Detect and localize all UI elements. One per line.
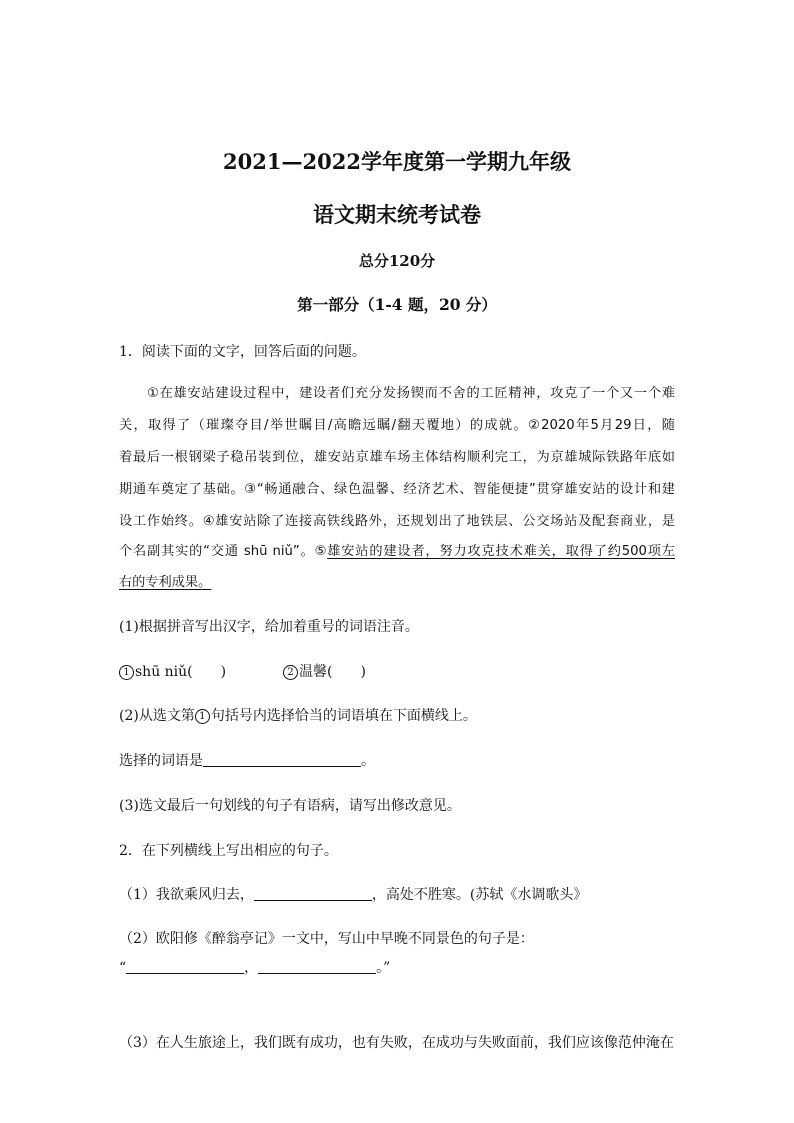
quote-open: “ (119, 960, 127, 976)
comma: ， (244, 960, 259, 976)
question-1-stem: 1．阅读下面的文字，回答后面的问题。 (119, 344, 366, 360)
pinyin-row (119, 661, 366, 681)
answer-blank[interactable] (203, 752, 361, 767)
answer-blank[interactable] (254, 886, 372, 901)
circled-number: 1 (119, 665, 134, 680)
underlined-sentence: 雄安站的建设者，努力攻克技术难关，取得了约500项左 (327, 544, 675, 559)
circled-number: 1 (195, 709, 210, 724)
question-2-stem: 2．在下列横线上写出相应的句子。 (119, 843, 338, 859)
q2-item-2: （2）欧阳修《醉翁亭记》一文中，写山中早晚不同景色的句子是： (119, 931, 534, 947)
answer-blank[interactable] (126, 959, 244, 974)
circled-number: 2 (283, 665, 298, 680)
passage-line: ①在雄安站建设过程中，建设者们充分发扬锲而不舍的工匠精神，攻克了一个又一个难 (147, 386, 675, 401)
passage-line: 关，取得了（璀璨夺目/举世瞩目/高瞻远瞩/翻天覆地）的成就。②2020年5月29日，随 (119, 418, 675, 433)
q2-item-1 (119, 884, 587, 904)
passage-line (119, 540, 675, 559)
total-score: 总分120分 (358, 252, 436, 270)
sub-question-3: (3)选文最后一句划线的句子有语病，请写出修改意见。 (119, 798, 461, 814)
sub2-text: (2)从选文第 (119, 708, 195, 724)
part-heading: 第一部分（1-4 题，20 分） (297, 295, 497, 314)
answer-blank[interactable] (258, 959, 376, 974)
passage-line: 着最后一根钢梁子稳吊装到位，雄安站京雄车场主体结构顺利完工，为京雄城际铁路年底如 (119, 450, 675, 465)
exam-title-line1: 2021—2022学年度第一学期九年级 (223, 149, 571, 174)
answer-end: 。 (361, 753, 375, 769)
q2-item1-text: （1）我欲乘风归去， (119, 887, 254, 903)
q2-item1-text: ，高处不胜寒。(苏轼《水调歌头》 (371, 887, 588, 903)
answer-line (119, 750, 375, 770)
sub-question-1: (1)根据拼音写出汉字，给加着重号的词语注音。 (119, 619, 419, 635)
answer-prompt: 选择的词语是 (119, 753, 203, 769)
passage-text: 个名副其实的“交通 shū niǔ”。⑤ (119, 544, 328, 559)
pinyin-item: shū niǔ( ) (135, 664, 227, 680)
exam-title-line2: 语文期末统考试卷 (313, 202, 481, 227)
passage-line: 期通车奠定了基础。③“畅通融合、绿色温馨、经济艺术、智能便捷”贯穿雄安站的设计和建 (119, 482, 675, 497)
q2-item-2-blanks (119, 957, 390, 977)
annotate-item: 温馨( ) (299, 664, 366, 680)
passage-line: 设工作始终。④雄安站除了连接高铁线路外，还规划出了地铁层、公交场站及配套商业，是 (119, 514, 675, 529)
sub-question-2 (119, 705, 477, 725)
q2-item-3: （3）在人生旅途上，我们既有成功，也有失败，在成功与失败面前，我们应该像范仲淹在 (119, 1035, 674, 1051)
sub2-text: 句括号内选择恰当的词语填在下面横线上。 (210, 708, 477, 724)
quote-close: 。” (376, 960, 391, 976)
underlined-sentence-end: 右的专利成果。 (119, 575, 212, 590)
